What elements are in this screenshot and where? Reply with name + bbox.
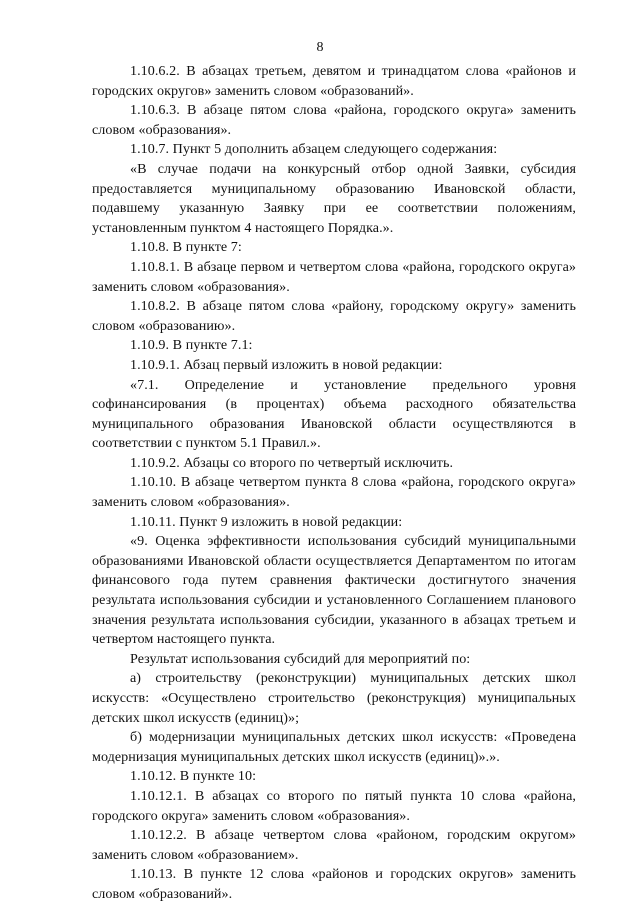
paragraph-1-10-8: 1.10.8. В пункте 7: bbox=[130, 239, 242, 256]
paragraph-1-10-6-3: 1.10.6.3. В абзаце пятом слова «района, городского округа» заменить словом «образования». bbox=[92, 102, 576, 138]
subsidy-result-item-a: а) строительству (реконструкции) муниципальных детских школ искусств: «Осуществлено строительство (реконструкция) муниципальных детских школ искусств (единиц)»; bbox=[92, 670, 576, 726]
paragraph-1-10-11: 1.10.11. Пункт 9 изложить в новой редакции: bbox=[130, 513, 403, 530]
paragraph-1-10-7: 1.10.7. Пункт 5 дополнить абзацем следующего содержания: bbox=[130, 141, 498, 158]
paragraph-1-10-12: 1.10.12. В пункте 10: bbox=[130, 768, 257, 785]
paragraph-1-10-12-1: 1.10.12.1. В абзацах со второго по пятый пункта 10 слова «района, городского округа» заменить словом «образования». bbox=[92, 787, 576, 824]
subsidy-result-item-b: б) модернизации муниципальных детских школ искусств: «Проведена модернизация муниципальных детских школ искусств (единиц)».». bbox=[92, 729, 576, 765]
paragraph-1-10-8-1: 1.10.8.1. В абзаце первом и четвертом слова «района, городского округа» заменить словом «образования». bbox=[92, 258, 576, 295]
quoted-paragraph-point-5: «В случае подачи на конкурсный отбор одной Заявки, субсидия предоставляется муниципальному образованию Ивановской области, подавшему указанную Заявку при ее соответствии положениям, установленным пунктом 4 настоящего Порядка.». bbox=[92, 160, 576, 236]
subsidy-result-intro: Результат использования субсидий для мероприятий по: bbox=[130, 650, 471, 667]
quoted-paragraph-9: «9. Оценка эффективности использования субсидий муниципальными образованиями Ивановской области осуществляется Департаментом по итогам финансового года путем сравнения фактически достигнутого значения результата использования субсидии и установленного Соглашением планового значения результата использования субсидии, указанного в абзацах третьем и четвертом настоящего пункта. bbox=[92, 533, 576, 648]
paragraph-1-10-10: 1.10.10. В абзаце четвертом пункта 8 слова «района, городского округа» заменить словом «образования». bbox=[92, 474, 576, 511]
document-body bbox=[92, 62, 576, 905]
paragraph-1-10-13: 1.10.13. В пункте 12 слова «районов и городских округов» заменить словом «образований». bbox=[92, 866, 576, 902]
paragraph-1-10-9-2: 1.10.9.2. Абзацы со второго по четвертый исключить. bbox=[130, 454, 454, 471]
paragraph-1-10-12-2: 1.10.12.2. В абзаце четвертом слова «районом, городским округом» заменить словом «образованием». bbox=[92, 827, 576, 863]
paragraph-1-10-9-1: 1.10.9.1. Абзац первый изложить в новой редакции: bbox=[130, 356, 443, 373]
page-number: 8 bbox=[316, 40, 324, 55]
paragraph-1-10-8-2: 1.10.8.2. В абзаце пятом слова «району, городскому округу» заменить словом «образованию». bbox=[92, 298, 576, 334]
quoted-paragraph-7-1: «7.1. Определение и установление предельного уровня софинансирования (в процентах) объема расходного обязательства муниципального образования Ивановской области осуществляются в соответствии с пунктом 5.1 Правил.». bbox=[92, 376, 576, 452]
paragraph-1-10-9: 1.10.9. В пункте 7.1: bbox=[130, 337, 253, 354]
paragraph-1-10-6-2: 1.10.6.2. В абзацах третьем, девятом и тринадцатом слова «районов и городских округов» заменить словом «образований». bbox=[92, 63, 576, 99]
